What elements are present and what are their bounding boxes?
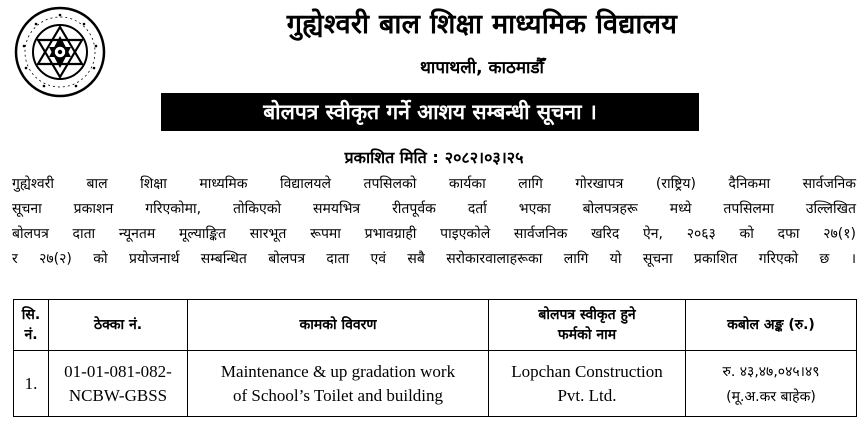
notice-title: बोलपत्र स्वीकृत गर्ने आशय सम्बन्धी सूचना ।: [161, 93, 699, 131]
header-bidder: बोलपत्र स्वीकृत हुने फर्मको नाम: [489, 300, 686, 351]
published-date-value: २०८२।०३।२५: [444, 148, 524, 167]
cell-amount: रु. ४३,४७,०४५।४९ (मू.अ.कर बाहेक): [686, 351, 857, 417]
body-line: बोलपत्र दाता न्यूनतम मूल्याङ्कित सारभूत रूपमा प्रभावग्राही पाइएकोले सार्वजनिक खरिद ऐन, २०६३ को दफा २७(१): [12, 226, 856, 242]
table-row: [14, 351, 857, 417]
published-date: [0, 146, 868, 168]
published-date-label: प्रकाशित मिति :: [344, 148, 439, 167]
header-contract-no: ठेक्का नं.: [49, 300, 188, 351]
award-table: [13, 299, 857, 417]
cell-sn: 1.: [14, 351, 49, 417]
school-address: थापाथली, काठमाडौँ: [420, 58, 544, 78]
table-header-row: [14, 300, 857, 351]
body-line: सूचना प्रकाशन गरिएकोमा, तोकिएको समयभित्र रीतपूर्वक दर्ता भएका बोलपत्रहरू मध्ये तपसिलमा उल्लिखित: [12, 201, 856, 217]
header-amount: कबोल अङ्क (रु.): [686, 300, 857, 351]
cell-contract-no: 01-01-081-082- NCBW-GBSS: [49, 351, 188, 417]
school-emblem-icon: [14, 6, 106, 98]
header-description: कामको विवरण: [188, 300, 489, 351]
header-sn: सि. नं.: [14, 300, 49, 351]
cell-bidder: Lopchan Construction Pvt. Ltd.: [489, 351, 686, 417]
school-name: गुह्येश्वरी बाल शिक्षा माध्यमिक विद्यालय: [286, 9, 678, 40]
body-line: गुह्येश्वरी बाल शिक्षा माध्यमिक विद्यालयले तपसिलको कार्यका लागि गोरखापत्र (राष्ट्रिय) दैनिकमा सार्वजनिक: [12, 176, 856, 192]
cell-description: Maintenance & up gradation work of School’s Toilet and building: [188, 351, 489, 417]
body-line: र २७(२) को प्रयोजनार्थ सम्बन्धित बोलपत्र दाता एवं सबै सरोकारवालाहरूका लागि यो सूचना प्रकाशित गरिएको छ ।: [12, 251, 856, 267]
notice-body: [12, 172, 856, 272]
